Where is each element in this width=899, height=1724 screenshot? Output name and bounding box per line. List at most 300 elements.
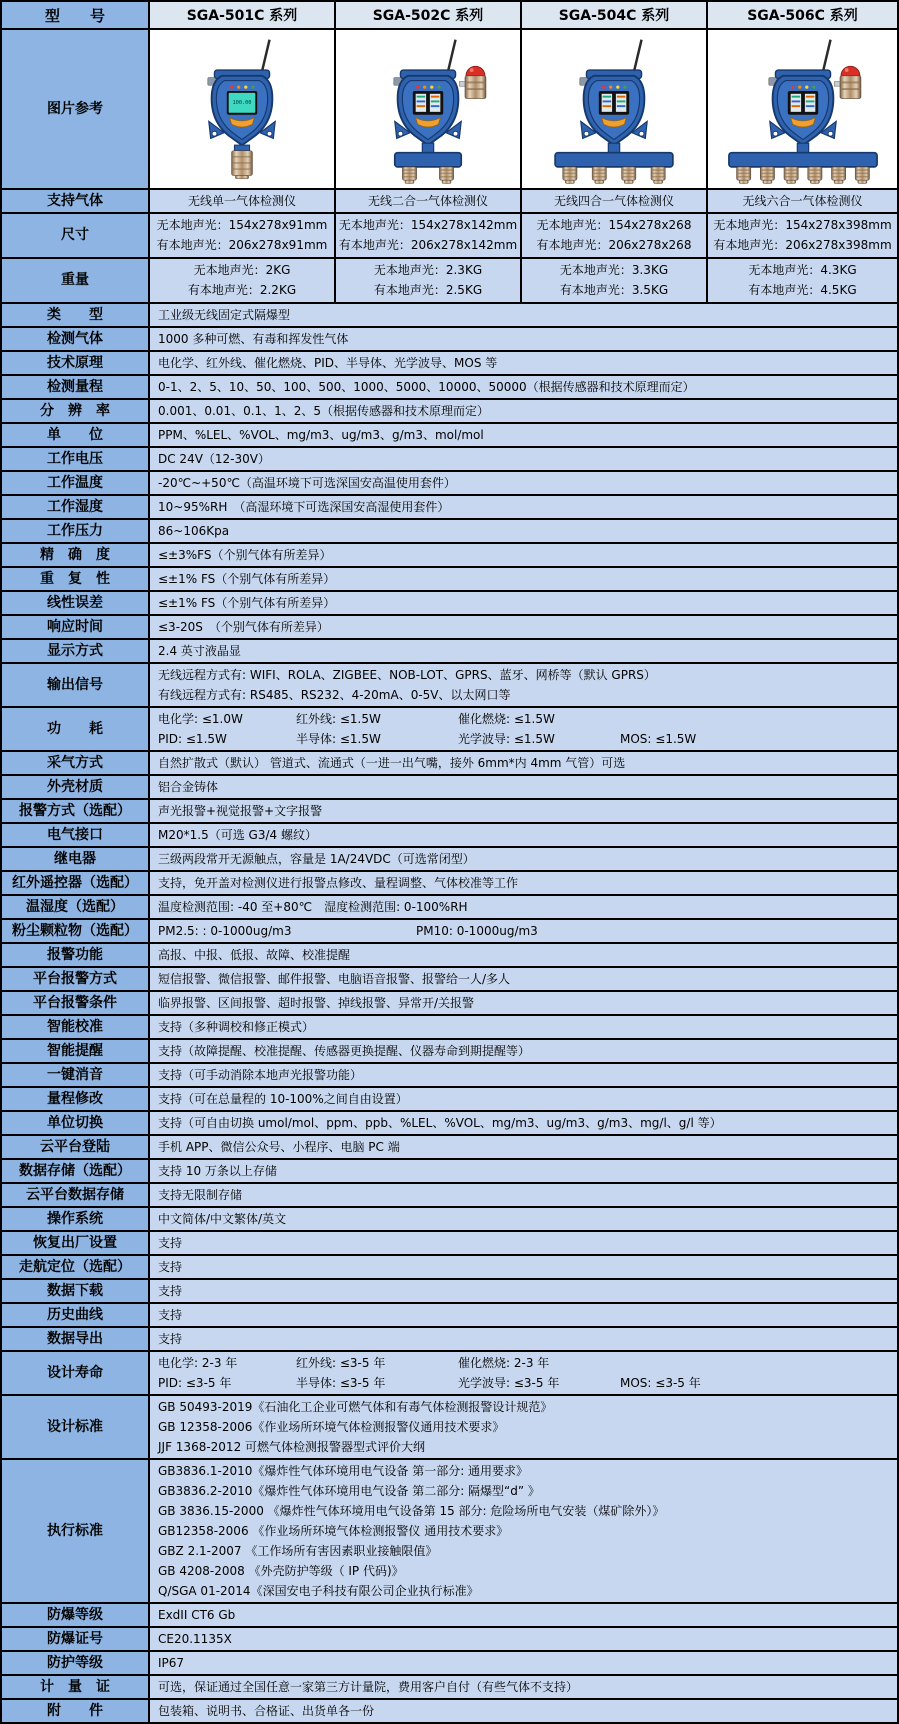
row-label: 单位切换 (1, 1111, 149, 1135)
spec-row (1, 991, 898, 1015)
row-value-model-4 (707, 213, 898, 258)
model-name-1: SGA-501C 系列 (149, 1, 335, 29)
row-value (149, 519, 898, 543)
spec-text: 有本地声光：3.5KG (559, 283, 669, 297)
spec-line (709, 281, 896, 300)
spec-line (158, 473, 889, 493)
spec-line (158, 1329, 889, 1349)
row-value (149, 1327, 898, 1351)
spec-line (158, 521, 889, 541)
spec-text: 支持（可自由切换 umol/mol、ppm、ppb、%LEL、%VOL、mg/m3、ug/m3、g/m3、mg/l、g/l 等） (158, 1116, 722, 1130)
spec-line (158, 897, 889, 917)
spec-line (158, 685, 889, 705)
product-image-cell-4 (707, 29, 898, 189)
spec-text: 催化燃烧: ≤1.5W (458, 712, 555, 726)
spec-row (1, 1135, 898, 1159)
spec-row (1, 1231, 898, 1255)
spec-row (1, 189, 898, 213)
spec-row (1, 375, 898, 399)
row-label: 响应时间 (1, 615, 149, 639)
spec-row (1, 919, 898, 943)
row-value-model-3 (521, 213, 707, 258)
spec-text: 三级两段常开无源触点，容量是 1A/24VDC（可选常闭型） (158, 852, 475, 866)
spec-line (158, 593, 889, 613)
spec-text: 半导体: ≤3-5 年 (296, 1376, 386, 1390)
row-value (149, 1039, 898, 1063)
spec-row (1, 871, 898, 895)
image-row-label: 图片参考 (1, 29, 149, 189)
spec-line (158, 617, 889, 637)
spec-line (158, 1397, 889, 1417)
spec-row (1, 1255, 898, 1279)
spec-text: ≤±1% FS（个别气体有所差异） (158, 572, 336, 586)
row-label: 防爆证号 (1, 1627, 149, 1651)
spec-text: 无本地声光：2.3KG (373, 263, 483, 277)
spec-line (158, 1017, 889, 1037)
row-label: 电气接口 (1, 823, 149, 847)
row-label: 支持气体 (1, 189, 149, 213)
row-label: 线性误差 (1, 591, 149, 615)
model-name-2: SGA-502C 系列 (335, 1, 521, 29)
spec-line (523, 281, 705, 300)
spec-line (158, 1257, 889, 1277)
row-label: 智能校准 (1, 1015, 149, 1039)
spec-line (523, 236, 705, 255)
spec-text: 0-1、2、5、10、50、100、500、1000、5000、10000、50000（根据传感器和技术原理而定） (158, 380, 695, 394)
spec-row (1, 213, 898, 258)
row-value (149, 495, 898, 519)
spec-text: 支持 (158, 1308, 183, 1322)
row-label: 类 型 (1, 303, 149, 327)
model-header-row (1, 1, 898, 29)
spec-text: 支持，免开盖对检测仪进行报警点修改、量程调整、气体校准等工作 (158, 876, 519, 890)
product-image-cell-2 (335, 29, 521, 189)
spec-text: 声光报警+视觉报警+文字报警 (158, 804, 323, 818)
row-label: 粉尘颗粒物（选配） (1, 919, 149, 943)
spec-line (158, 1581, 889, 1601)
row-label: 继电器 (1, 847, 149, 871)
spec-text: GB3836.2-2010《爆炸性气体环境用电气设备 第二部分: 隔爆型“d” 》 (158, 1484, 540, 1498)
spec-text: 包装箱、说明书、合格证、出货单各一份 (158, 1704, 375, 1718)
row-value-model-1 (149, 258, 335, 303)
row-label: 量程修改 (1, 1087, 149, 1111)
spec-line (158, 1541, 889, 1561)
spec-text: 有本地声光：206x278x91mm (156, 238, 328, 252)
spec-text: 铝合金铸体 (158, 780, 219, 794)
spec-text: 无线二合一气体检测仪 (367, 194, 488, 208)
spec-text: 有本地声光：2.2KG (187, 283, 297, 297)
row-label: 工作压力 (1, 519, 149, 543)
spec-text: 催化燃烧: 2-3 年 (458, 1356, 550, 1370)
spec-line (158, 497, 889, 517)
spec-line (158, 709, 889, 729)
spec-line (158, 1701, 889, 1721)
spec-line (158, 1185, 889, 1205)
spec-row (1, 447, 898, 471)
spec-line (337, 191, 519, 211)
spec-line (158, 1353, 889, 1373)
spec-text: 无线四合一气体检测仪 (553, 194, 674, 208)
spec-text: 电化学: ≤1.0W (158, 712, 243, 726)
spec-line (709, 261, 896, 280)
row-value-model-3 (521, 258, 707, 303)
spec-text: 自然扩散式（默认） 管道式、流通式（一进一出气嘴，接外 6mm*内 4mm 气管）可选 (158, 756, 626, 770)
gas-detector-6in1-sensors (719, 34, 887, 184)
spec-row (1, 1063, 898, 1087)
spec-line (158, 825, 889, 845)
spec-row (1, 1111, 898, 1135)
row-label: 设计标准 (1, 1395, 149, 1459)
spec-line (158, 305, 889, 325)
row-label: 检测量程 (1, 375, 149, 399)
spec-line (158, 1437, 889, 1457)
spec-text: 支持无限制存储 (158, 1188, 243, 1202)
spec-row (1, 303, 898, 327)
spec-line (158, 1233, 889, 1253)
spec-text: MOS: ≤3-5 年 (620, 1376, 701, 1390)
spec-text: 无线单一气体检测仪 (187, 194, 296, 208)
row-label: 计 量 证 (1, 1675, 149, 1699)
row-value-model-1 (149, 213, 335, 258)
row-value (149, 423, 898, 447)
row-value (149, 967, 898, 991)
row-label: 云平台登陆 (1, 1135, 149, 1159)
spec-line (158, 1281, 889, 1301)
row-value-model-2 (335, 258, 521, 303)
row-value (149, 591, 898, 615)
row-label: 智能提醒 (1, 1039, 149, 1063)
spec-text: 工业级无线固定式隔爆型 (158, 308, 291, 322)
spec-text: 有线远程方式有: RS485、RS232、4-20mA、0-5V、以太网口等 (158, 688, 511, 702)
row-value (149, 567, 898, 591)
row-label: 平台报警条件 (1, 991, 149, 1015)
row-value (149, 1603, 898, 1627)
spec-text: 无本地声光：154x278x398mm (713, 218, 892, 232)
spec-text: GB 50493-2019《石油化工企业可燃气体和有毒气体检测报警设计规范》 (158, 1400, 553, 1414)
row-value (149, 775, 898, 799)
spec-line (709, 216, 896, 235)
spec-line (709, 236, 896, 255)
model-row-label: 型 号 (1, 1, 149, 29)
spec-line (158, 993, 889, 1013)
spec-row (1, 327, 898, 351)
spec-line (337, 216, 519, 235)
spec-row (1, 258, 898, 303)
spec-text: 无本地声光：154x278x91mm (156, 218, 328, 232)
spec-text: ≤3-20S （个别气体有所差异） (158, 620, 329, 634)
spec-row (1, 399, 898, 423)
spec-text: ExdII CT6 Gb (158, 1608, 236, 1622)
row-value (149, 1255, 898, 1279)
spec-line (158, 449, 889, 469)
spec-text: 支持 (158, 1236, 183, 1250)
spec-text: 有本地声光：2.5KG (373, 283, 483, 297)
row-value (149, 1015, 898, 1039)
spec-line (158, 401, 889, 421)
spec-text: 无本地声光：4.3KG (748, 263, 857, 277)
row-value (149, 375, 898, 399)
row-value (149, 1087, 898, 1111)
spec-line (337, 281, 519, 300)
spec-row (1, 1327, 898, 1351)
spec-line (158, 1161, 889, 1181)
spec-row (1, 1395, 898, 1459)
spec-text: 电化学: 2-3 年 (158, 1356, 238, 1370)
spec-text: 光学波导: ≤3-5 年 (458, 1376, 560, 1390)
row-label: 重 复 性 (1, 567, 149, 591)
spec-line (523, 191, 705, 211)
spec-text: 短信报警、微信报警、邮件报警、电脑语音报警、报警给一人/多人 (158, 972, 511, 986)
spec-line (158, 377, 889, 397)
spec-line (337, 261, 519, 280)
spec-text: 无本地声光：2KG (193, 263, 291, 277)
row-label: 走航定位（选配） (1, 1255, 149, 1279)
row-label: 数据下载 (1, 1279, 149, 1303)
spec-row (1, 1627, 898, 1651)
row-value (149, 1351, 898, 1395)
spec-row (1, 663, 898, 707)
spec-row (1, 943, 898, 967)
row-value (149, 895, 898, 919)
gas-detector-single-sensor (158, 34, 326, 184)
row-value (149, 1279, 898, 1303)
spec-line (158, 1113, 889, 1133)
spec-text: 无本地声光：154x278x142mm (338, 218, 518, 232)
spec-line (158, 849, 889, 869)
spec-text: MOS: ≤1.5W (620, 732, 697, 746)
spec-text: DC 24V（12-30V） (158, 452, 270, 466)
row-label: 数据导出 (1, 1327, 149, 1351)
spec-text: 86~106Kpa (158, 524, 230, 538)
row-value-model-2 (335, 189, 521, 213)
row-value (149, 943, 898, 967)
row-value (149, 1651, 898, 1675)
spec-line (158, 1305, 889, 1325)
spec-line (158, 1461, 889, 1481)
spec-text: 手机 APP、微信公众号、小程序、电脑 PC 端 (158, 1140, 400, 1154)
row-value (149, 1111, 898, 1135)
model-name-4: SGA-506C 系列 (707, 1, 898, 29)
row-label: 设计寿命 (1, 1351, 149, 1395)
spec-text: Q/SGA 01-2014《深国安电子科技有限公司企业执行标准》 (158, 1584, 479, 1598)
spec-text: 高报、中报、低报、故障、校准提醒 (158, 948, 351, 962)
row-value (149, 1675, 898, 1699)
row-value (149, 707, 898, 751)
spec-text: CE20.1135X (158, 1632, 232, 1646)
image-reference-row (1, 29, 898, 189)
spec-row (1, 1279, 898, 1303)
spec-line (158, 801, 889, 821)
spec-line (158, 1605, 889, 1625)
row-label: 工作湿度 (1, 495, 149, 519)
spec-line (158, 945, 889, 965)
spec-row (1, 1603, 898, 1627)
spec-line (158, 1373, 889, 1393)
row-label: 检测气体 (1, 327, 149, 351)
spec-row (1, 823, 898, 847)
spec-text: PID: ≤1.5W (158, 732, 227, 746)
spec-text: 温度检测范围: -40 至+80℃ 湿度检测范围: 0-100%RH (158, 900, 468, 914)
spec-text: PM2.5: : 0-1000ug/m3 (158, 924, 292, 938)
spec-text: 有本地声光：206x278x398mm (713, 238, 892, 252)
row-value (149, 1459, 898, 1603)
spec-line (158, 1501, 889, 1521)
spec-text: 支持 (158, 1260, 183, 1274)
spec-row (1, 591, 898, 615)
row-label: 分 辨 率 (1, 399, 149, 423)
row-label: 单 位 (1, 423, 149, 447)
spec-row (1, 895, 898, 919)
spec-line (158, 1561, 889, 1581)
row-label: 工作电压 (1, 447, 149, 471)
row-label: 附 件 (1, 1699, 149, 1723)
model-name-3: SGA-504C 系列 (521, 1, 707, 29)
row-value (149, 1627, 898, 1651)
row-label: 精 确 度 (1, 543, 149, 567)
row-label: 数据存储（选配） (1, 1159, 149, 1183)
row-label: 恢复出厂设置 (1, 1231, 149, 1255)
spec-row (1, 775, 898, 799)
spec-row (1, 351, 898, 375)
spec-text: 光学波导: ≤1.5W (458, 732, 555, 746)
spec-line (158, 921, 889, 941)
spec-row (1, 423, 898, 447)
spec-text: 支持 (158, 1332, 183, 1346)
spec-line (158, 873, 889, 893)
spec-row (1, 1351, 898, 1395)
spec-line (158, 545, 889, 565)
spec-row (1, 1699, 898, 1723)
row-value-model-4 (707, 258, 898, 303)
spec-text: 红外线: ≤3-5 年 (296, 1356, 386, 1370)
spec-row (1, 1303, 898, 1327)
spec-text: GB3836.1-2010《爆炸性气体环境用电气设备 第一部分: 通用要求》 (158, 1464, 529, 1478)
spec-text: 支持（故障提醒、校准提醒、传感器更换提醒、仪器寿命到期提醒等） (158, 1044, 531, 1058)
spec-line (151, 216, 333, 235)
spec-row (1, 495, 898, 519)
spec-line (158, 665, 889, 685)
row-value (149, 447, 898, 471)
spec-line (158, 1065, 889, 1085)
spec-text: 有本地声光：206x278x268 (536, 238, 692, 252)
spec-text: ≤±3%FS（个别气体有所差异） (158, 548, 332, 562)
spec-text: PID: ≤3-5 年 (158, 1376, 232, 1390)
spec-text: M20*1.5（可选 G3/4 螺纹） (158, 828, 317, 842)
row-value (149, 799, 898, 823)
spec-text: 有本地声光：4.5KG (748, 283, 857, 297)
row-value (149, 615, 898, 639)
spec-line (158, 969, 889, 989)
spec-row (1, 1459, 898, 1603)
spec-line (158, 569, 889, 589)
row-value (149, 1063, 898, 1087)
spec-line (523, 216, 705, 235)
spec-text: ≤±1% FS（个别气体有所差异） (158, 596, 336, 610)
row-value (149, 471, 898, 495)
spec-row (1, 967, 898, 991)
row-label: 工作温度 (1, 471, 149, 495)
spec-row (1, 707, 898, 751)
spec-line (523, 261, 705, 280)
row-value (149, 543, 898, 567)
spec-row (1, 471, 898, 495)
row-label: 平台报警方式 (1, 967, 149, 991)
spec-row (1, 751, 898, 775)
spec-text: 支持 (158, 1284, 183, 1298)
row-value (149, 399, 898, 423)
spec-text: 有本地声光：206x278x142mm (338, 238, 518, 252)
spec-row (1, 519, 898, 543)
spec-text: 0.001、0.01、0.1、1、2、5（根据传感器和技术原理而定） (158, 404, 490, 418)
spec-row (1, 1159, 898, 1183)
spec-line (158, 1417, 889, 1437)
row-label: 防护等级 (1, 1651, 149, 1675)
spec-row (1, 1207, 898, 1231)
spec-line (158, 777, 889, 797)
row-value (149, 351, 898, 375)
row-value-model-4 (707, 189, 898, 213)
spec-text: 10~95%RH （高湿环境下可选深国安高湿使用套件） (158, 500, 450, 514)
spec-text: 可选，保证通过全国任意一家第三方计量院，费用客户自付（有些气体不支持） (158, 1680, 579, 1694)
row-value (149, 1303, 898, 1327)
spec-row (1, 1015, 898, 1039)
spec-text: 1000 多种可燃、有毒和挥发性气体 (158, 332, 349, 346)
spec-text: GBZ 2.1-2007 《工作场所有害因素职业接触限值》 (158, 1544, 438, 1558)
spec-text: 无本地声光：154x278x268 (536, 218, 692, 232)
row-label: 功 耗 (1, 707, 149, 751)
row-value (149, 1231, 898, 1255)
row-value-model-3 (521, 189, 707, 213)
spec-row (1, 1039, 898, 1063)
spec-line (158, 353, 889, 373)
row-value-model-2 (335, 213, 521, 258)
spec-line (337, 236, 519, 255)
spec-line (158, 1209, 889, 1229)
row-label: 温湿度（选配） (1, 895, 149, 919)
row-value-model-1 (149, 189, 335, 213)
spec-line (158, 425, 889, 445)
spec-line (151, 236, 333, 255)
spec-line (158, 641, 889, 661)
spec-row (1, 847, 898, 871)
row-value (149, 1395, 898, 1459)
spec-line (158, 1677, 889, 1697)
spec-text: 支持（可手动消除本地声光报警功能） (158, 1068, 363, 1082)
row-label: 尺寸 (1, 213, 149, 258)
spec-line (158, 1629, 889, 1649)
row-label: 报警方式（选配） (1, 799, 149, 823)
row-label: 重量 (1, 258, 149, 303)
row-label: 报警功能 (1, 943, 149, 967)
spec-text: 支持（多种调校和修正模式） (158, 1020, 315, 1034)
spec-line (158, 1041, 889, 1061)
row-value (149, 639, 898, 663)
spec-row (1, 799, 898, 823)
row-value (149, 663, 898, 707)
svg-text:100.00: 100.00 (232, 100, 252, 107)
gas-detector-2in1-sensors (344, 34, 512, 184)
row-label: 红外遥控器（选配） (1, 871, 149, 895)
product-image-cell-1 (149, 29, 335, 189)
spec-text: IP67 (158, 1656, 185, 1670)
spec-text: 半导体: ≤1.5W (296, 732, 381, 746)
spec-text: 无线远程方式有: WIFI、ROLA、ZIGBEE、NOB-LOT、GPRS、蓝牙、网桥等（默认 GPRS） (158, 668, 656, 682)
spec-text: GB 4208-2008 《外壳防护等级（ IP 代码)》 (158, 1564, 404, 1578)
row-value (149, 871, 898, 895)
spec-text: GB 3836.15-2000 《爆炸性气体环境用电气设备第 15 部分: 危险场所电气安装（煤矿除外）》 (158, 1504, 665, 1518)
spec-line (158, 1481, 889, 1501)
spec-text: GB 12358-2006《作业场所环境气体检测报警仪通用技术要求》 (158, 1420, 505, 1434)
